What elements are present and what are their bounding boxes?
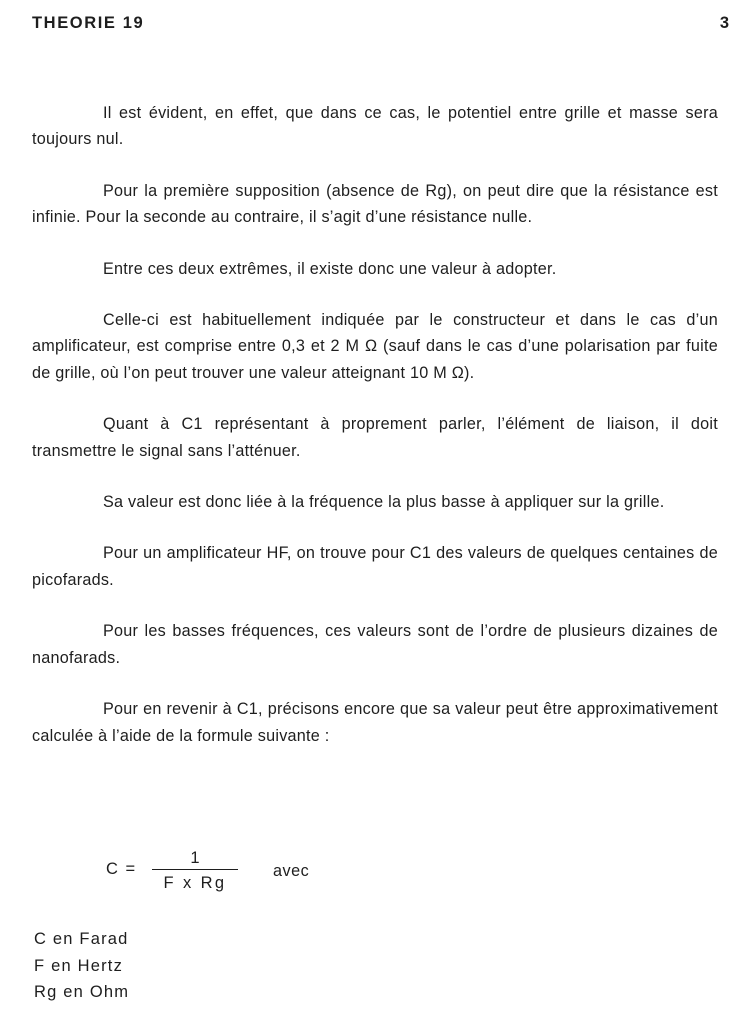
formula-numerator: 1 [190, 849, 200, 867]
unit-capacitance: C en Farad [34, 930, 129, 948]
paragraph-formula-intro: Pour en revenir à C1, précisons encore que sa valeur peut être approximativement calculée à l’aide de la formule suivante : [32, 700, 718, 745]
page-header [32, 14, 729, 40]
fraction-bar [152, 869, 238, 870]
formula-denominator: F x Rg [163, 874, 227, 892]
formula-fraction [152, 848, 238, 893]
formula-with-label: avec [273, 862, 310, 880]
body-text [32, 100, 718, 774]
page-title: THEORIE 19 [32, 14, 145, 32]
paragraph-c1-coupling: Quant à C1 représentant à proprement parler, l’élément de liaison, il doit transmettre le signal sans l’atténuer. [32, 415, 718, 460]
paragraph-value-to-adopt: Entre ces deux extrêmes, il existe donc une valeur à adopter. [103, 259, 557, 278]
paragraph-potential-null: Il est évident, en effet, que dans ce cas, le potentiel entre grille et masse sera toujours nul. [32, 104, 718, 149]
formula-lhs: C = [106, 860, 137, 878]
capacitance-formula [106, 848, 366, 900]
page-number: 3 [719, 14, 729, 32]
paragraph-resistance-cases: Pour la première supposition (absence de Rg), on peut dire que la résistance est infinie. Pour la seconde au contraire, il s’agit d’une résistance nulle. [32, 181, 718, 227]
units-list [34, 926, 129, 1006]
unit-frequency: F en Hertz [34, 956, 124, 975]
paragraph-lowest-frequency: Sa valeur est donc liée à la fréquence la plus basse à appliquer sur la grille. [103, 493, 665, 512]
unit-resistance: Rg en Ohm [34, 983, 130, 1001]
paragraph-low-frequencies: Pour les basses fréquences, ces valeurs sont de l’ordre de plusieurs dizaines de nanofarads. [32, 622, 718, 667]
paragraph-hf-amplifier: Pour un amplificateur HF, on trouve pour C1 des valeurs de quelques centaines de picofarads. [32, 544, 718, 589]
paragraph-constructor-value: Celle-ci est habituellement indiquée par le constructeur et dans le cas d’un amplificateur, est comprise entre 0,3 et 2 M Ω (sauf dans le cas d’une polarisation par fuite de grille, où l’on peut trouver une valeur atteignant 10 M Ω). [32, 311, 718, 382]
